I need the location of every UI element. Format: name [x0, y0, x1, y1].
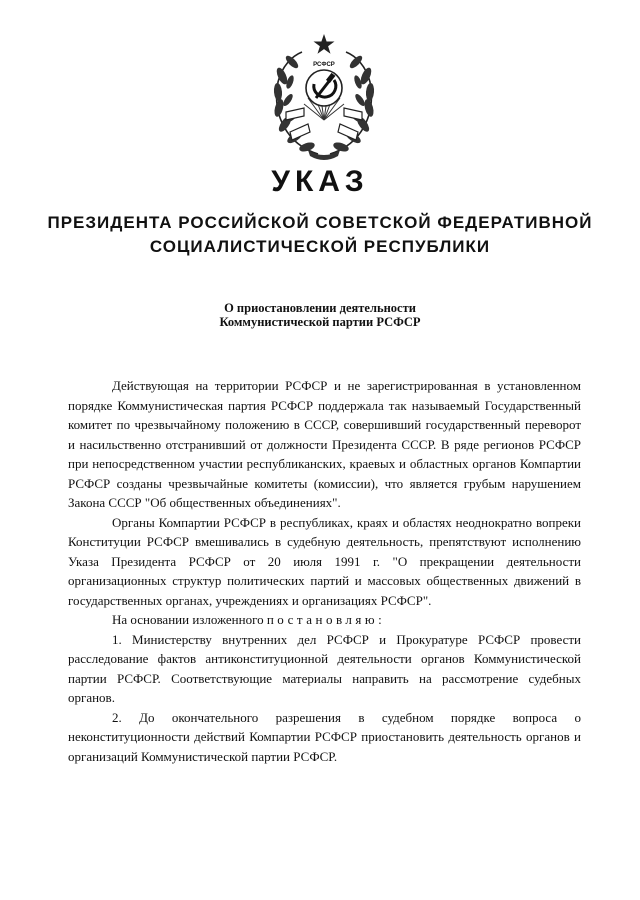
paragraph-5: 2. До окончательного разрешения в судебном порядке вопроса о неконституционности действий Компартии РСФСР приостановить деятельность органов и организаций Коммунистической партии РСФСР. [68, 709, 581, 764]
resolution-word: постановляю: [266, 612, 386, 627]
decree-title: УКАЗ [271, 165, 369, 198]
issuer-heading-line-2: СОЦИАЛИСТИЧЕСКОЙ РЕСПУБЛИКИ [149, 237, 491, 256]
issuer-heading-line-1: ПРЕЗИДЕНТА РОССИЙСКОЙ СОВЕТСКОЙ ФЕДЕРАТИВНОЙ [47, 213, 593, 232]
subject-line-2: Коммунистической партии РСФСР [219, 315, 421, 329]
paragraph-3 [68, 610, 581, 630]
resolution-lead: На основании изложенного [112, 612, 267, 627]
rsfsr-coat-of-arms-icon [268, 32, 380, 162]
svg-text:РСФСР: РСФСР [313, 62, 335, 68]
decree-body [68, 376, 581, 766]
subject-line-1: О приостановлении деятельности [224, 301, 416, 315]
paragraph-4: 1. Министерству внутренних дел РСФСР и Прокуратуре РСФСР провести расследование фактов антиконституционной деятельности органов Коммунистической партии РСФСР. Соответствующие материалы направить на рассмотрение судебных органов. [68, 631, 581, 705]
paragraph-1: Действующая на территории РСФСР и не зарегистрированная в установленном порядке Коммунистическая партия РСФСР поддержала так называемый Государственный комитет по чрезвычайному положению в СССР, совершивший государственный переворот и насильственно отстранивший от должности Президента СССР. В ряде регионов РСФСР при непосредственном участии республиканских, краевых и областных органов Компартии РСФСР созданы чрезвычайные комитеты (комиссии), что является грубым нарушением Закона СССР "Об общественных объединениях". [68, 378, 581, 510]
paragraph-2: Органы Компартии РСФСР в республиках, краях и областях неоднократно вопреки Конституции РСФСР вмешивались в судебную деятельность, препятствуют исполнению Указа Президента РСФСР от 20 июля 1991 г. "О прекращении деятельности организационных структур политических партий и массовых общественных движений в государственных органах, учреждениях и организациях РСФСР". [68, 514, 581, 608]
